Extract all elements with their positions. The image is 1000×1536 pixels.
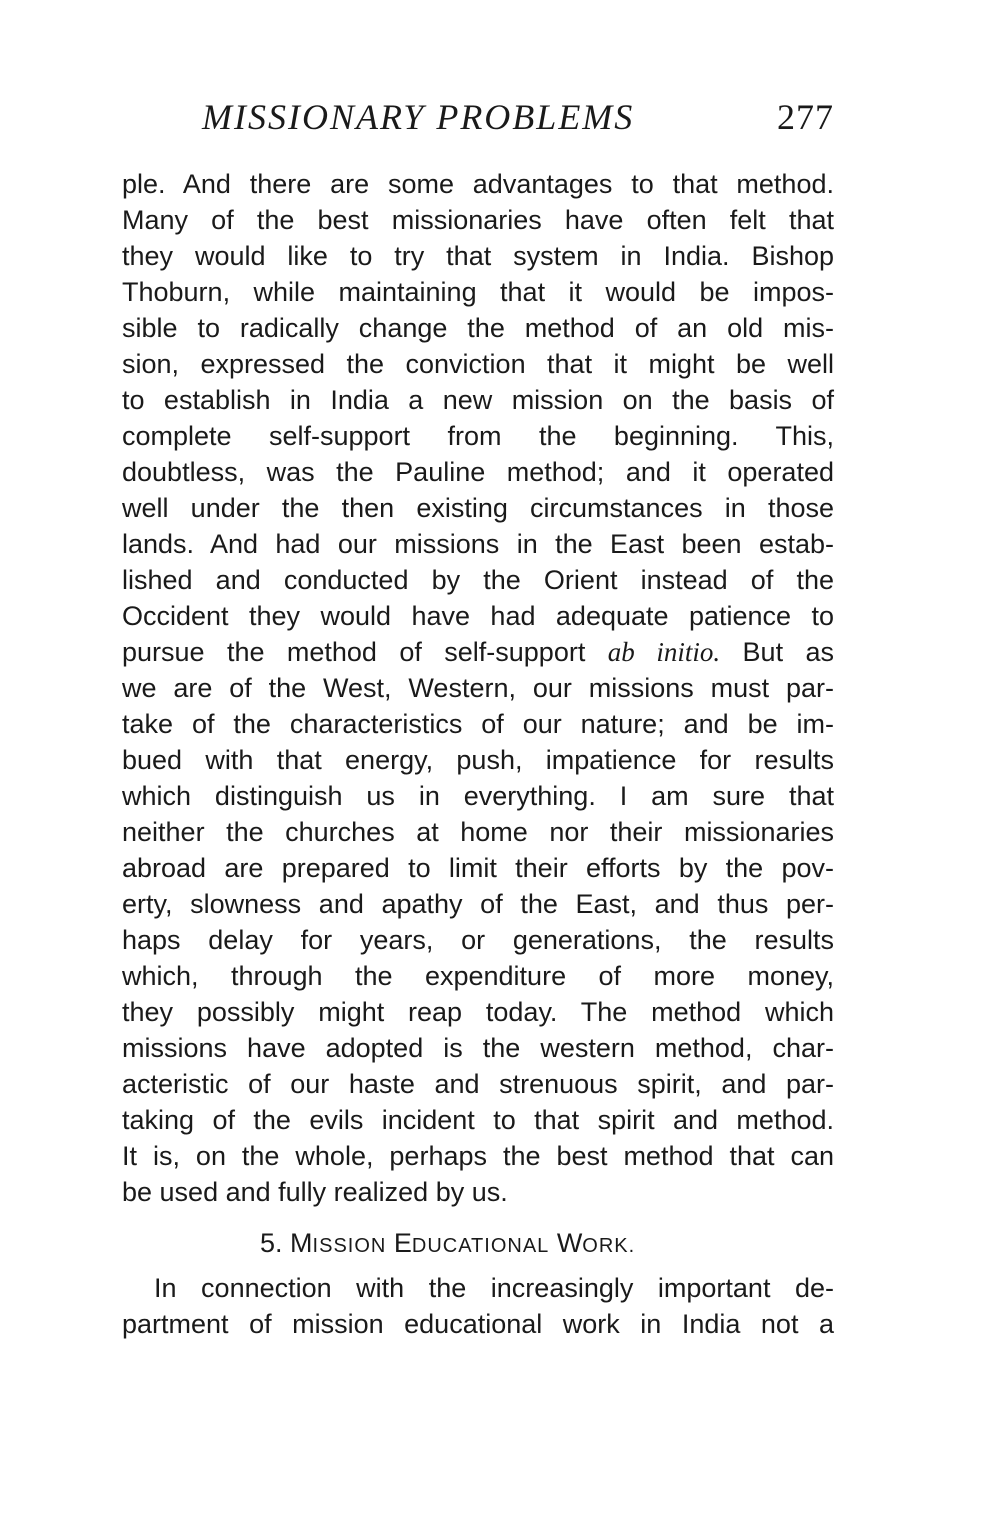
text-line: neither the churches at home nor their missionaries bbox=[122, 817, 834, 847]
text-line: sible to radically change the method of an old mis- bbox=[122, 313, 834, 343]
text-line: lands. And had our missions in the East been estab- bbox=[122, 529, 834, 559]
text-line: In connection with the increasingly important de- bbox=[154, 1273, 834, 1303]
text-line: bued with that energy, push, impatience for results bbox=[122, 745, 834, 775]
text-line: lished and conducted by the Orient instead of the bbox=[122, 565, 834, 595]
running-head bbox=[122, 92, 834, 142]
heading-initial: W bbox=[556, 1228, 583, 1258]
paragraph-2 bbox=[122, 1270, 834, 1342]
text-line: which, through the expenditure of more money, bbox=[122, 961, 834, 991]
text-segment: pursue the method of self-support bbox=[122, 637, 608, 667]
text-line: missions have adopted is the western method, char- bbox=[122, 1033, 834, 1063]
heading-smallcaps: ISSION bbox=[312, 1235, 387, 1257]
italic-phrase: ab initio. bbox=[607, 637, 721, 667]
text-line: which distinguish us in everything. I am sure that bbox=[122, 781, 834, 811]
heading-initial: M bbox=[290, 1228, 313, 1258]
text-line: be used and fully realized by us. bbox=[122, 1177, 508, 1207]
heading-initial: E bbox=[393, 1228, 412, 1258]
text-line: complete self-support from the beginning. This, bbox=[122, 421, 834, 451]
text-line: to establish in India a new mission on the basis of bbox=[122, 385, 834, 415]
text-line: partment of mission educational work in India not a bbox=[122, 1309, 834, 1339]
text-line: taking of the evils incident to that spirit and method. bbox=[122, 1105, 834, 1135]
running-title: MISSIONARY PROBLEMS bbox=[202, 97, 635, 137]
heading-smallcaps: DUCATIONAL bbox=[411, 1235, 550, 1257]
text-line bbox=[122, 634, 834, 670]
text-line: acteristic of our haste and strenuous spirit, and par- bbox=[122, 1069, 834, 1099]
text-line: erty, slowness and apathy of the East, and thus per- bbox=[122, 889, 834, 919]
text-line: Thoburn, while maintaining that it would be impos- bbox=[122, 277, 834, 307]
text-line: It is, on the whole, perhaps the best method that can bbox=[122, 1141, 834, 1171]
body-text bbox=[122, 166, 834, 1342]
text-line: abroad are prepared to limit their efforts by the pov- bbox=[122, 853, 834, 883]
text-line: they would like to try that system in India. Bishop bbox=[122, 241, 834, 271]
section-number: 5. bbox=[260, 1228, 283, 1258]
text-line: sion, expressed the conviction that it might be well bbox=[122, 349, 834, 379]
text-line: Many of the best missionaries have often felt that bbox=[122, 205, 834, 235]
text-line: well under the then existing circumstances in those bbox=[122, 493, 834, 523]
text-segment: But as bbox=[720, 637, 834, 667]
section-heading bbox=[122, 1216, 834, 1270]
text-line: we are of the West, Western, our missions must par- bbox=[122, 673, 834, 703]
text-line: Occident they would have had adequate patience to bbox=[122, 601, 834, 631]
paragraph-1 bbox=[122, 166, 834, 1210]
text-line: take of the characteristics of our nature; and be im- bbox=[122, 709, 834, 739]
page-number: 277 bbox=[777, 97, 834, 137]
text-line: doubtless, was the Pauline method; and it operated bbox=[122, 457, 834, 487]
text-line: ple. And there are some advantages to that method. bbox=[122, 169, 834, 199]
text-line: haps delay for years, or generations, the results bbox=[122, 925, 834, 955]
text-line: they possibly might reap today. The method which bbox=[122, 997, 834, 1027]
heading-smallcaps: ORK. bbox=[582, 1235, 636, 1257]
